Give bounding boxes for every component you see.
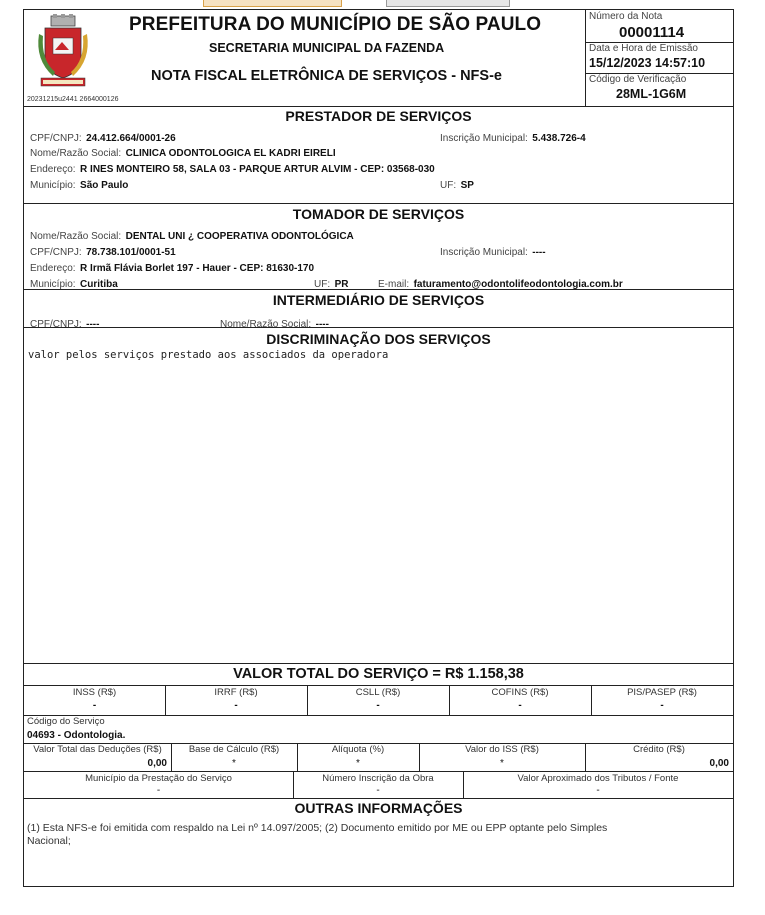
- taker-cnpj-label: CPF/CNPJ:: [30, 247, 82, 258]
- taker-municipal-reg: ----: [532, 247, 546, 258]
- note-number: 00001114: [619, 24, 685, 41]
- intermediary-heading: INTERMEDIÁRIO DE SERVIÇOS: [272, 292, 485, 308]
- inss-label: INSS (R$): [72, 687, 117, 698]
- intermediary-cnpj: ----: [86, 319, 100, 330]
- taker-uf-label: UF:: [314, 279, 331, 290]
- taker-heading: TOMADOR DE SERVIÇOS: [292, 206, 465, 222]
- service-code-label: Código do Serviço: [27, 716, 105, 727]
- nfse-document: [23, 9, 734, 887]
- provider-name: CLINICA ODONTOLOGICA EL KADRI EIRELI: [125, 148, 336, 159]
- credit-label: Crédito (R$): [633, 744, 685, 755]
- taker-name: DENTAL UNI ¿ COOPERATIVA ODONTOLÓGICA: [125, 231, 354, 242]
- taker-address: R Irmã Flávia Borlet 197 - Hauer - CEP: 81630-170: [80, 263, 315, 274]
- deductions-value: 0,00: [147, 758, 167, 769]
- coat-of-arms-logo: [35, 14, 91, 98]
- provider-city: São Paulo: [80, 180, 129, 191]
- provider-address: R INES MONTEIRO 58, SALA 03 - PARQUE ARTUR ALVIM - CEP: 03568-030: [80, 164, 435, 175]
- barcode-number: 20231215u2441 2664000126: [27, 96, 119, 103]
- municipality-title: PREFEITURA DO MUNICÍPIO DE SÃO PAULO: [129, 14, 542, 35]
- provider-uf: SP: [460, 180, 474, 191]
- iss-value: *: [500, 758, 504, 769]
- calc-base-label: Base de Cálculo (R$): [188, 744, 280, 755]
- inss-value: -: [92, 700, 97, 711]
- taker-city-label: Município:: [30, 279, 76, 290]
- calc-base-value: *: [232, 758, 236, 769]
- other-info-line-2: Nacional;: [27, 835, 71, 847]
- service-code: 04693 - Odontologia.: [27, 730, 126, 741]
- note-number-label: Número da Nota: [589, 11, 663, 22]
- taker-uf: PR: [334, 279, 349, 290]
- deductions-label: Valor Total das Deduções (R$): [33, 744, 162, 755]
- provider-cnpj: 24.412.664/0001-26: [86, 133, 176, 144]
- browser-tab: [386, 0, 510, 7]
- csll-value: -: [376, 700, 380, 711]
- other-info-heading: OUTRAS INFORMAÇÕES: [294, 800, 463, 816]
- issue-datetime: 15/12/2023 14:57:10: [589, 56, 706, 70]
- document-title: NOTA FISCAL ELETRÔNICA DE SERVIÇOS - NFS-e: [151, 68, 502, 84]
- irrf-label: IRRF (R$): [214, 687, 258, 698]
- secretariat-title: SECRETARIA MUNICIPAL DA FAZENDA: [209, 41, 445, 55]
- verification-code-label: Código de Verificação: [589, 74, 687, 85]
- service-municipality-value: -: [156, 785, 161, 796]
- total-service-value: VALOR TOTAL DO SERVIÇO = R$ 1.158,38: [233, 666, 524, 682]
- taker-city: Curitiba: [80, 279, 118, 290]
- intermediary-cnpj-label: CPF/CNPJ:: [30, 319, 82, 330]
- browser-tab-highlight: [203, 0, 342, 7]
- approx-taxes-value: -: [596, 785, 600, 796]
- provider-address-label: Endereço:: [30, 164, 76, 175]
- provider-name-label: Nome/Razão Social:: [30, 148, 122, 159]
- taker-cnpj: 78.738.101/0001-51: [86, 247, 176, 258]
- provider-heading: PRESTADOR DE SERVIÇOS: [285, 108, 472, 124]
- intermediary-name: ----: [315, 319, 329, 330]
- csll-label: CSLL (R$): [355, 687, 401, 698]
- work-registration-value: -: [376, 785, 380, 796]
- provider-municipal-reg: 5.438.726-4: [532, 133, 586, 144]
- work-registration-label: Número Inscrição da Obra: [322, 773, 434, 784]
- provider-municipal-reg-label: Inscrição Municipal:: [440, 133, 528, 144]
- approx-taxes-label: Valor Aproximado dos Tributos / Fonte: [517, 773, 679, 784]
- taker-email: faturamento@odontolifeodontologia.com.br: [413, 279, 623, 290]
- verification-code: 28ML-1G6M: [616, 87, 687, 101]
- provider-uf-label: UF:: [440, 180, 457, 191]
- rate-label: Alíquota (%): [331, 744, 385, 755]
- rate-value: *: [356, 758, 360, 769]
- provider-city-label: Município:: [30, 180, 76, 191]
- credit-value: 0,00: [709, 758, 729, 769]
- issue-datetime-label: Data e Hora de Emissão: [589, 43, 698, 54]
- irrf-value: -: [234, 700, 238, 711]
- cofins-label: COFINS (R$): [491, 687, 549, 698]
- taker-email-label: E-mail:: [378, 279, 410, 290]
- cofins-value: -: [518, 700, 522, 711]
- provider-cnpj-label: CPF/CNPJ:: [30, 133, 82, 144]
- iss-value-label: Valor do ISS (R$): [465, 744, 539, 755]
- taker-address-label: Endereço:: [30, 263, 76, 274]
- taker-name-label: Nome/Razão Social:: [30, 231, 122, 242]
- intermediary-name-label: Nome/Razão Social:: [220, 319, 312, 330]
- pis-pasep-label: PIS/PASEP (R$): [627, 687, 697, 698]
- description-heading: DISCRIMINAÇÃO DOS SERVIÇOS: [266, 331, 491, 347]
- pis-pasep-value: -: [660, 700, 664, 711]
- other-info-line-1: (1) Esta NFS-e foi emitida com respaldo na Lei nº 14.097/2005; (2) Documento emitido por ME ou EPP optante pelo Simples: [27, 822, 608, 834]
- service-description: valor pelos serviços prestado aos associados da operadora: [28, 349, 389, 361]
- taker-municipal-reg-label: Inscrição Municipal:: [440, 247, 528, 258]
- service-municipality-label: Município da Prestação do Serviço: [85, 773, 232, 784]
